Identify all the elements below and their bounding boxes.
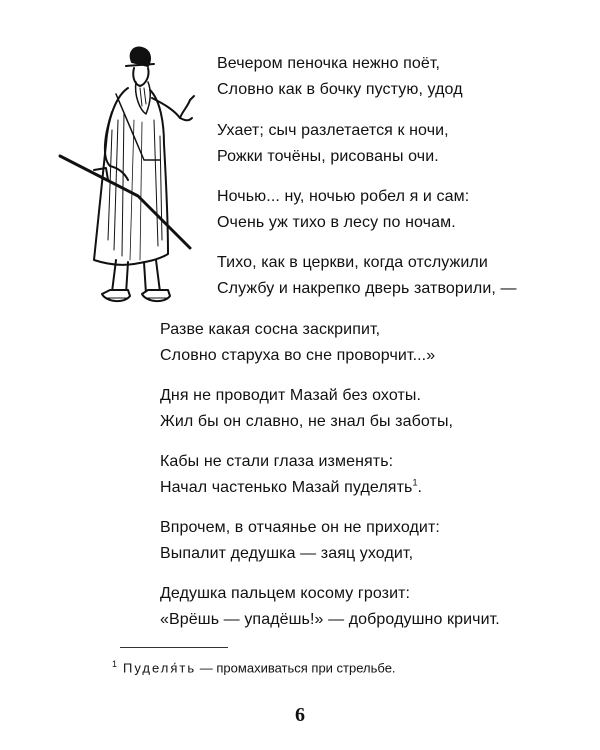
- footnote: [112, 655, 396, 677]
- poem-line: Дня не проводит Мазай без охоты.: [160, 387, 422, 404]
- footnote-reference[interactable]: 1: [412, 477, 418, 488]
- poem-line-text: Начал частенько Мазай пуделять: [160, 479, 413, 496]
- stanza-2: [217, 118, 449, 170]
- old-hunter-illustration: [50, 40, 200, 310]
- footnote-mark: 1: [112, 659, 118, 669]
- poem-line: Впрочем, в отчаянье он не приходит:: [160, 519, 440, 536]
- poem-line: Вечером пеночка нежно поёт,: [217, 55, 441, 72]
- stanza-4: [217, 250, 517, 302]
- poem-line: Рожки точёны, рисованы очи.: [217, 148, 439, 165]
- poem-line: Дедушка пальцем косому грозит:: [160, 585, 411, 602]
- stanza-8: [160, 515, 440, 567]
- line-end-punctuation: .: [417, 479, 423, 496]
- poem-line: «Врёшь — упадёшь!» — добродушно кричит.: [160, 611, 500, 628]
- stanza-3: [217, 184, 469, 236]
- page-number: 6: [295, 704, 305, 726]
- poem-line-with-footnote: [160, 475, 422, 501]
- poem-line: Разве какая сосна заскрипит,: [160, 321, 381, 338]
- footnote-term: Пуделя́ть: [123, 660, 197, 676]
- poem-line: Ухает; сыч разлетается к ночи,: [217, 122, 449, 139]
- poem-line: Жил бы он славно, не знал бы заботы,: [160, 413, 454, 430]
- footnote-definition: — промахиваться при стрельбе.: [196, 660, 396, 676]
- footnote-divider: [120, 647, 228, 648]
- poem-line: Очень уж тихо в лесу по ночам.: [217, 214, 456, 231]
- stanza-9: [160, 581, 500, 633]
- poem-line: Кабы не стали глаза изменять:: [160, 453, 394, 470]
- poem-line: Словно старуха во сне проворчит...»: [160, 347, 436, 364]
- poem-line: Словно как в бочку пустую, удод: [217, 81, 463, 98]
- poem-line: Выпалит дедушка — заяц уходит,: [160, 545, 414, 562]
- stanza-6: [160, 383, 453, 435]
- stanza-5: [160, 317, 435, 369]
- poem-line: Тихо, как в церкви, когда отслужили: [217, 254, 488, 271]
- stanza-7: [160, 449, 422, 501]
- poem-line: Службу и накрепко дверь затворили, —: [217, 280, 517, 297]
- stanza-1: [217, 51, 463, 103]
- poem-line: Ночью... ну, ночью робел я и сам:: [217, 188, 470, 205]
